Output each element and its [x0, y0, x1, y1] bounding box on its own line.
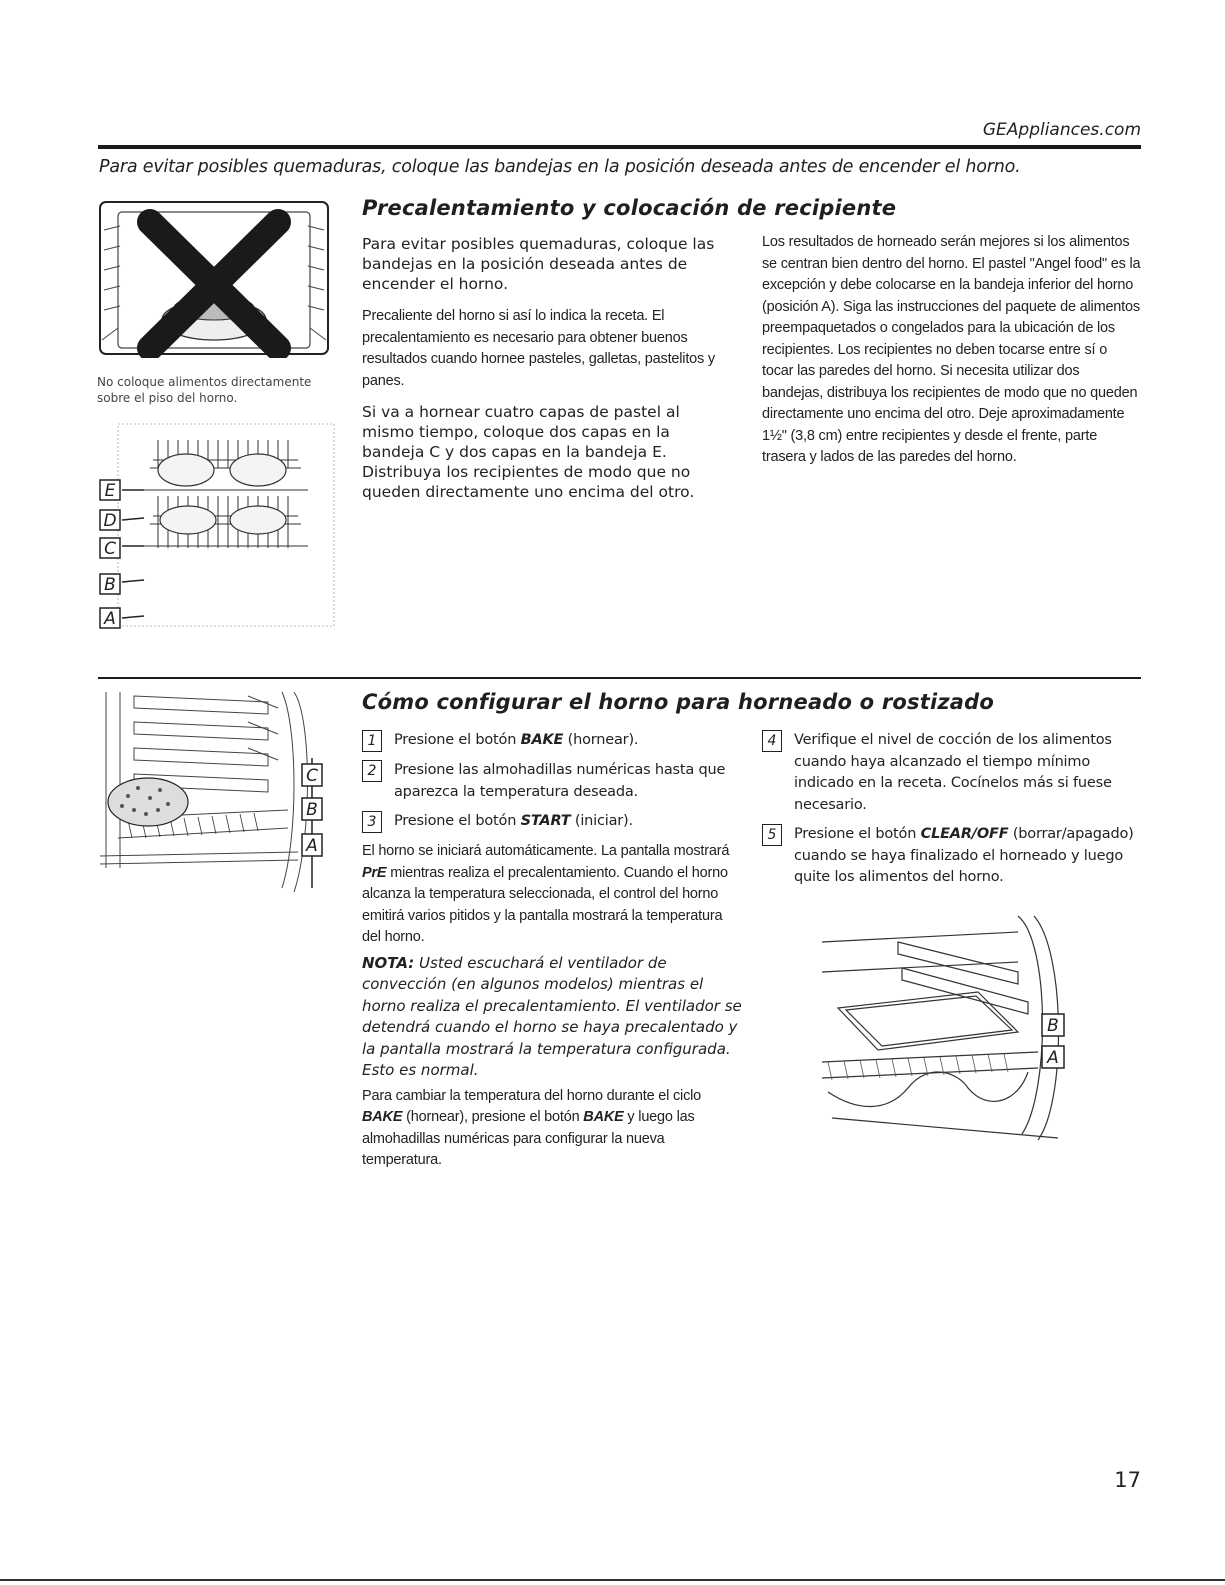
four-layer-cake-rack-illustration — [98, 420, 340, 630]
side-rack-label-b: B — [306, 800, 318, 820]
site-url: GEAppliances.com — [982, 120, 1141, 140]
rack-label-c: C — [104, 539, 116, 559]
oven-broil-pan-illustration — [818, 912, 1080, 1144]
step-number: 2 — [362, 760, 382, 782]
step-1 — [362, 730, 744, 752]
broil-rack-label-b: B — [1047, 1016, 1059, 1036]
section-rule — [98, 677, 1141, 679]
step-4 — [762, 730, 1144, 816]
step-2 — [362, 760, 744, 803]
rack-label-d: D — [103, 511, 117, 531]
rack-label-b: B — [104, 575, 116, 595]
change-temp-paragraph: Para cambiar la temperatura del horno durante el ciclo BAKE (hornear), presione el botón BAKE y luego las almohadillas numéricas para configurar la nueva temperatura. — [362, 1087, 701, 1168]
bottom-edge-line — [0, 1579, 1225, 1581]
step-text: Presione el botón CLEAR/OFF (borrar/apagado) cuando se haya finalizado el horneado y luego quite los alimentos del horno. — [794, 826, 1134, 885]
step-number: 4 — [762, 730, 782, 752]
note-paragraph: NOTA: Usted escuchará el ventilador de convección (en algunos modelos) mientras el horno realiza el precalentamiento. El ventilador se detendrá cuando el horno se haya precalentado y la pantalla mostrará la temperatura configurada. Esto es normal. — [362, 953, 742, 1079]
step-number: 1 — [362, 730, 382, 752]
floor-caption: No coloque alimentos directamente sobre el piso del horno. — [97, 375, 312, 405]
step-text: Verifique el nivel de cocción de los alimentos cuando haya alcanzado el tiempo mínimo indicado en la receta. Cocínelos más si fuese necesario. — [794, 732, 1112, 813]
preheat-para-2: Precaliente del horno si así lo indica la receta. El precalentamiento es necesario para obtener buenos resultados cuando hornee pasteles, galletas, pastelitos y panes. — [362, 308, 715, 389]
header-rule — [98, 145, 1141, 149]
step-text: Presione el botón START (iniciar). — [394, 813, 633, 829]
step-text: Presione el botón BAKE (hornear). — [394, 732, 639, 748]
section-title-bake: Cómo configurar el horno para horneado o rostizado — [362, 690, 994, 714]
bake-col-1 — [362, 730, 744, 1172]
oven-rack-side-illustration — [98, 688, 340, 898]
step-text: Presione las almohadillas numéricas hasta que aparezca la temperatura deseada. — [394, 762, 726, 800]
oven-floor-illustration — [98, 200, 330, 358]
preheat-para-1: Para evitar posibles quemaduras, coloque las bandejas en la posición deseada antes de encender el horno. — [362, 235, 715, 293]
broil-rack-label-a: A — [1047, 1048, 1059, 1068]
burn-warning: Para evitar posibles quemaduras, coloque las bandejas en la posición deseada antes de encender el horno. — [99, 157, 1021, 177]
step-number: 3 — [362, 811, 382, 833]
preheat-col-1 — [362, 234, 732, 502]
side-rack-label-a: A — [306, 836, 318, 856]
step-3 — [362, 811, 744, 833]
preheat-para-3: Si va a hornear cuatro capas de pastel al mismo tiempo, coloque dos capas en la bandeja C y dos capas en la bandeja E. Distribuya los recipientes de modo que no queden directamente uno encima del otro. — [362, 403, 695, 501]
page-number: 17 — [1114, 1468, 1141, 1492]
step-5 — [762, 824, 1144, 889]
start-paragraph: El horno se iniciará automáticamente. La pantalla mostrará PrE mientras realiza el precalentamiento. Cuando el horno alcanza la temperatura seleccionada, el control del horno emitirá varios pitidos y la pantalla mostrará la temperatura del horno. — [362, 843, 730, 945]
step-number: 5 — [762, 824, 782, 846]
preheat-col-2: Los resultados de horneado serán mejores si los alimentos se centran bien dentro del horno. El pastel "Angel food" es la excepción y debe colocarse en la bandeja inferior del horno (posición A). Siga las instrucciones del paquete de alimentos preempaquetados o congelados para la ubicación de los recipientes. Los recipientes no deben tocarse entre sí o tocar las paredes del horno. Si necesita utilizar dos bandejas, distribuya los recipientes de modo que no queden directamente uno encima del otro. Deje aproximadamente 1½" (3,8 cm) entre recipientes y desde el frente, parte trasera y lados de las paredes del horno. — [762, 234, 1141, 465]
side-rack-label-c: C — [306, 766, 318, 786]
rack-label-e: E — [104, 481, 116, 501]
section-title-preheat: Precalentamiento y colocación de recipiente — [362, 196, 897, 220]
rack-label-a: A — [104, 609, 116, 629]
bake-col-2 — [762, 730, 1144, 897]
